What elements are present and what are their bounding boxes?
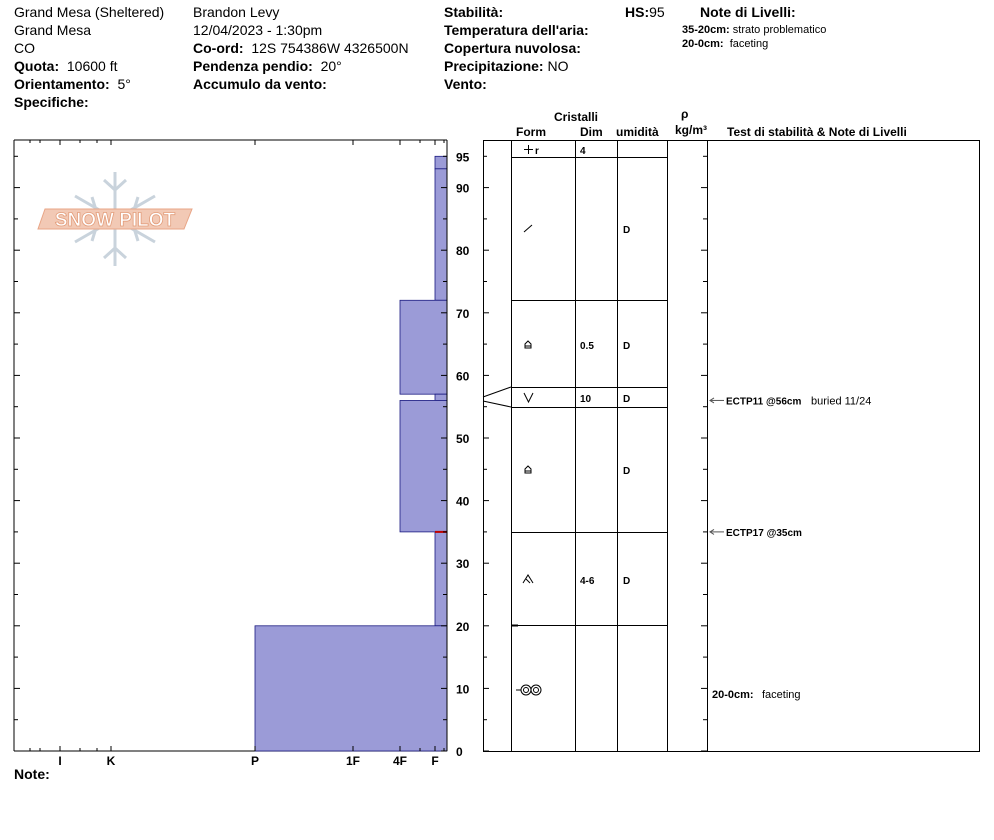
state-name: CO bbox=[14, 40, 35, 56]
wind-loading: Accumulo da vento: bbox=[193, 76, 327, 92]
coordinates: Co-ord: 12S 754386W 4326500N bbox=[193, 40, 409, 56]
depth-tick-label: 80 bbox=[456, 244, 470, 259]
layer-table-frame bbox=[484, 140, 980, 752]
depth-tick-label: 90 bbox=[456, 181, 470, 196]
grain-form-symbols bbox=[516, 145, 541, 695]
layer-moisture: D bbox=[623, 576, 631, 587]
depth-tick-label: 30 bbox=[456, 557, 470, 572]
area-name: Grand Mesa bbox=[14, 22, 92, 38]
depth-tick-label: 60 bbox=[456, 369, 470, 384]
logo-text: SNOW PILOT bbox=[54, 210, 176, 231]
layer-size: 4 bbox=[580, 146, 586, 157]
bottom-layer-note-text: faceting bbox=[762, 689, 801, 701]
air-temperature: Temperatura dell'aria: bbox=[444, 22, 589, 38]
layer-note-2: 20-0cm: faceting bbox=[682, 38, 769, 50]
specifics: Specifiche: bbox=[14, 94, 89, 110]
site-name: Grand Mesa (Sheltered) bbox=[14, 4, 165, 20]
layer-form-text: r bbox=[535, 146, 539, 157]
hardness-label: F bbox=[431, 754, 439, 768]
layer-size: 4-6 bbox=[580, 576, 595, 587]
form-heading: Form bbox=[516, 125, 546, 139]
hardness-label: P bbox=[250, 754, 260, 768]
depth-tick-label: 0 bbox=[456, 745, 463, 759]
layer-size: 10 bbox=[580, 394, 592, 405]
depth-tick-label: 40 bbox=[456, 494, 470, 509]
layer-connector bbox=[483, 401, 511, 407]
depth-tick-label: 70 bbox=[456, 306, 470, 321]
crystals-heading: Cristalli bbox=[554, 110, 599, 124]
size-heading: Dim bbox=[580, 125, 603, 139]
depth-tick-label: 95 bbox=[456, 150, 470, 165]
faceted-rounded-icon bbox=[525, 341, 531, 348]
layer-moisture: D bbox=[623, 394, 631, 405]
hardness-label: 1F bbox=[345, 754, 361, 768]
snowpilot-logo bbox=[38, 172, 192, 266]
layer-notes-title: Note di Livelli: bbox=[700, 4, 796, 20]
hardness-bar bbox=[400, 300, 447, 394]
depth-tick-label: 10 bbox=[456, 682, 470, 697]
aspect: Orientamento: 5° bbox=[14, 76, 131, 92]
hardness-label: 4F bbox=[392, 754, 408, 768]
rho-heading: ρ bbox=[681, 107, 689, 121]
faceted-rounded-icon bbox=[525, 466, 531, 473]
slope-angle: Pendenza pendio: 20° bbox=[193, 58, 342, 74]
precipitation-particles-icon bbox=[524, 145, 533, 154]
stability: Stabilità: bbox=[444, 4, 504, 20]
test-code: ECTP11 @56cm bbox=[726, 396, 802, 408]
moisture-heading: umidità bbox=[616, 125, 659, 139]
elevation: Quota: 10600 ft bbox=[14, 58, 118, 74]
layer-moisture: D bbox=[623, 341, 631, 352]
observer: Brandon Levy bbox=[193, 4, 280, 20]
bottom-layer-note-range: 20-0cm: bbox=[712, 689, 754, 701]
test-comment: buried 11/24 bbox=[811, 395, 872, 408]
melt-forms-icon bbox=[516, 685, 541, 695]
hardness-bar bbox=[435, 394, 447, 400]
tests-heading: Test di stabilità & Note di Livelli bbox=[727, 125, 907, 139]
hardness-bar bbox=[400, 400, 447, 531]
layer-size: 0.5 bbox=[580, 341, 594, 352]
hardness-label: K bbox=[106, 754, 116, 768]
cloud-cover: Copertura nuvolosa: bbox=[444, 40, 581, 56]
notes-label: Note: bbox=[14, 766, 50, 782]
decomposing-fragments-icon bbox=[524, 225, 532, 232]
surface-hoar-icon bbox=[524, 393, 533, 402]
hardness-bar bbox=[435, 532, 447, 626]
hardness-bars bbox=[255, 156, 447, 751]
test-code: ECTP17 @35cm bbox=[726, 527, 802, 539]
wind: Vento: bbox=[444, 76, 487, 92]
hardness-label: I bbox=[58, 754, 62, 768]
depth-hoar-icon bbox=[523, 575, 533, 583]
layer-moisture: D bbox=[623, 466, 631, 477]
layer-moisture: D bbox=[623, 225, 631, 236]
date-time: 12/04/2023 - 1:30pm bbox=[193, 22, 323, 38]
stability-tests bbox=[710, 395, 871, 701]
precipitation: Precipitazione: NO bbox=[444, 58, 569, 74]
hardness-bar bbox=[255, 626, 447, 751]
layer-connector bbox=[483, 387, 511, 397]
density-unit-heading: kg/m³ bbox=[675, 123, 708, 137]
layer-note-1: 35-20cm: strato problematico bbox=[682, 24, 827, 36]
hardness-bar bbox=[435, 156, 447, 169]
depth-tick-label: 20 bbox=[456, 619, 470, 634]
snow-height: HS:95 bbox=[625, 4, 665, 20]
depth-tick-label: 50 bbox=[456, 432, 470, 446]
hardness-bar bbox=[435, 169, 447, 300]
